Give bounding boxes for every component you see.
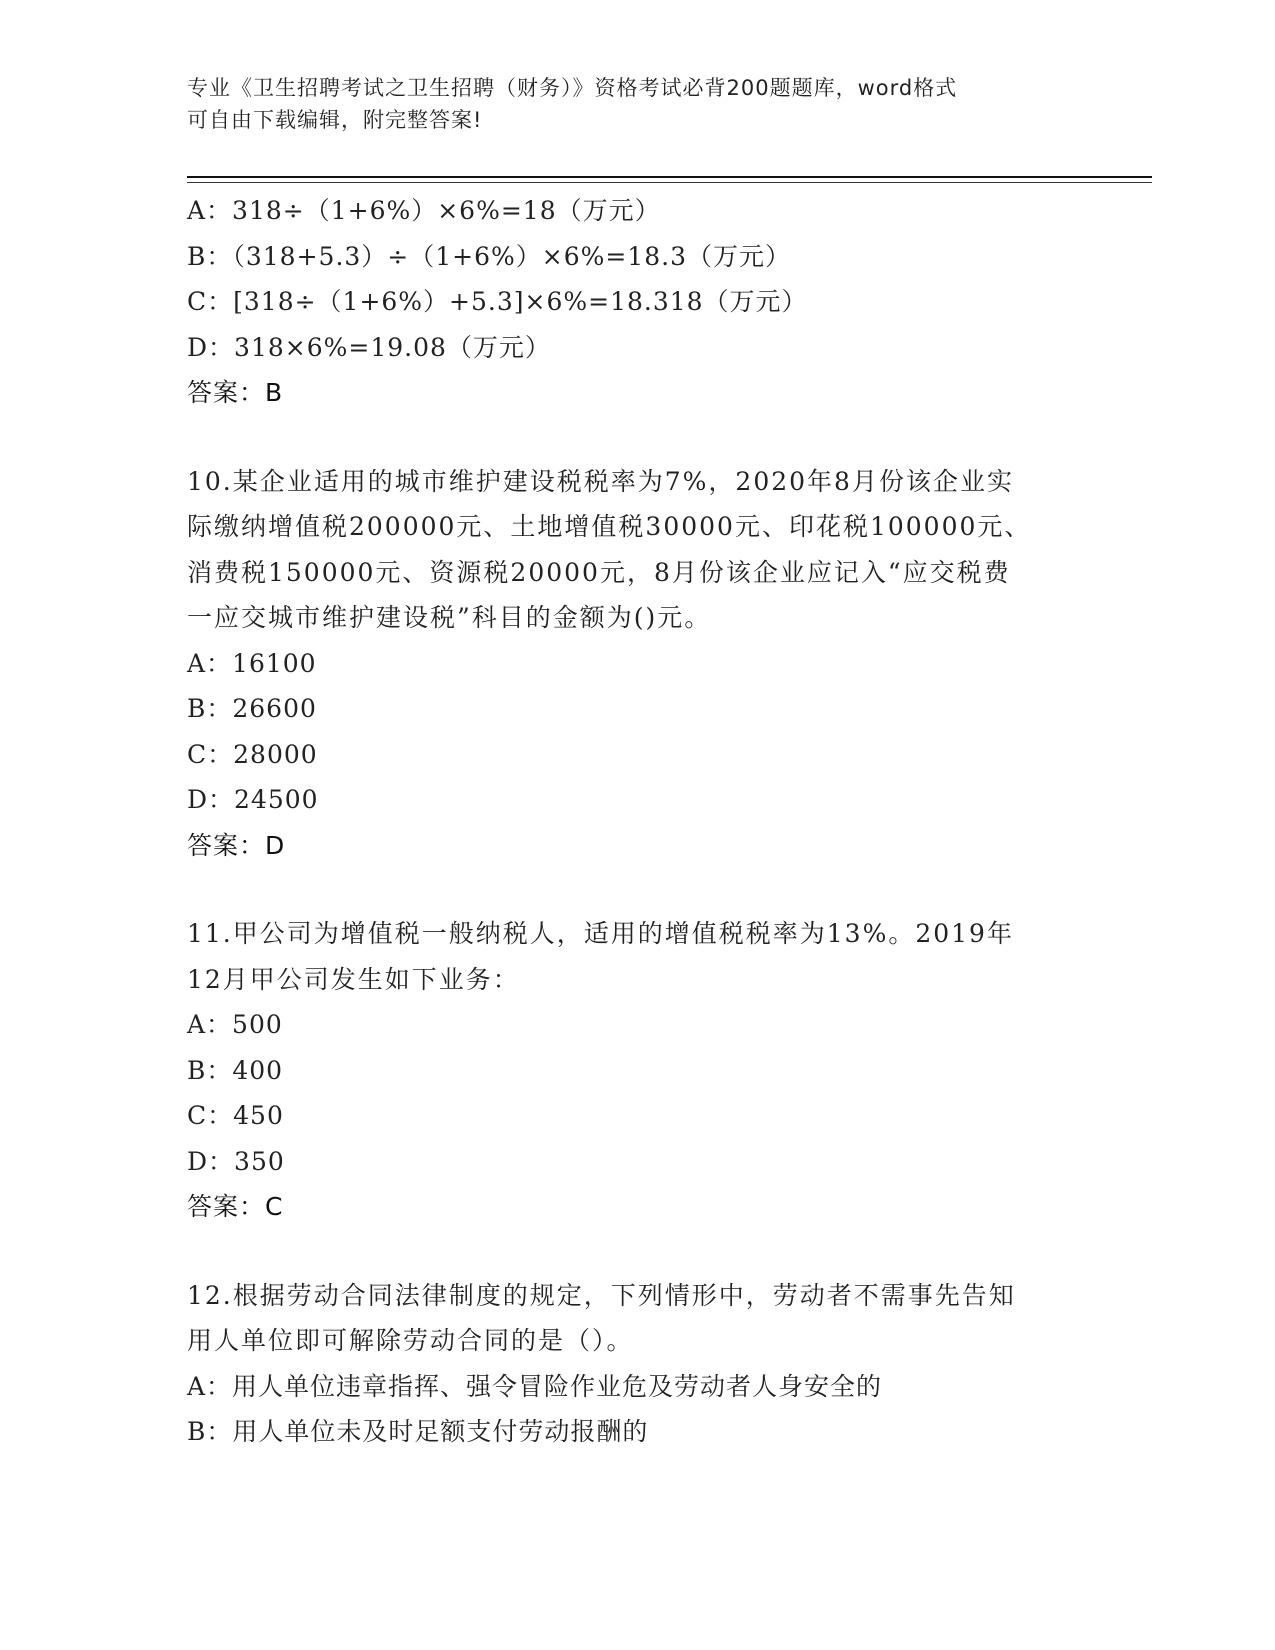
option-a: A：用人单位违章指挥、强令冒险作业危及劳动者人身安全的 (187, 1371, 883, 1401)
question-text-line: 际缴纳增值税200000元、土地增值税30000元、印花税100000元、 (187, 512, 1032, 541)
question-text-line: 12.根据劳动合同法律制度的规定，下列情形中，劳动者不需事先告知 (187, 1280, 1016, 1310)
question-9-options (187, 188, 1087, 416)
header-divider-thin (187, 182, 1152, 183)
answer-label: 答案：B (187, 378, 284, 407)
question-10 (187, 459, 1087, 869)
option-b: B：26600 (187, 694, 317, 723)
question-text-line: 10.某企业适用的城市维护建设税税率为7%，2020年8月份该企业实 (187, 466, 1014, 496)
answer-label: 答案：C (187, 1192, 284, 1221)
option-b: B：（318+5.3）÷（1+6%）×6%=18.3（万元） (187, 241, 791, 271)
question-list (187, 188, 1087, 1455)
option-c: C：[318÷（1+6%）+5.3]×6%=18.318（万元） (187, 287, 808, 316)
option-a: A：318÷（1+6%）×6%=18（万元） (187, 196, 661, 225)
spacer (187, 868, 1087, 911)
option-c: C：450 (187, 1101, 284, 1130)
option-d: D：24500 (187, 785, 319, 814)
question-text-line: 用人单位即可解除劳动合同的是（）。 (187, 1326, 634, 1355)
answer-label: 答案：D (187, 830, 286, 860)
document-header (187, 72, 1067, 136)
question-11 (187, 911, 1087, 1230)
question-text-line: 消费税150000元、资源税20000元，8月份该企业应记入“应交税费 (187, 557, 1011, 587)
header-line-1: 专业《卫生招聘考试之卫生招聘（财务）》资格考试必背200题题库，word格式 (187, 76, 958, 100)
spacer (187, 416, 1087, 459)
header-line-2: 可自由下载编辑，附完整答案! (187, 108, 483, 132)
option-a: A：500 (187, 1010, 283, 1039)
question-12 (187, 1273, 1087, 1455)
option-b: B：400 (187, 1055, 284, 1085)
option-c: C：28000 (187, 739, 318, 769)
spacer (187, 1230, 1087, 1273)
question-text-line: 一应交城市维护建设税”科目的金额为()元。 (187, 603, 712, 632)
question-text-line: 12月甲公司发生如下业务： (187, 964, 520, 994)
option-b: B：用人单位未及时足额支付劳动报酬的 (187, 1417, 649, 1446)
option-d: D：350 (187, 1146, 285, 1176)
option-d: D：318×6%=19.08（万元） (187, 332, 551, 362)
option-a: A：16100 (187, 648, 317, 678)
question-text-line: 11.甲公司为增值税一般纳税人，适用的增值税税率为13%。2019年 (187, 919, 1014, 948)
header-divider-thick (187, 176, 1152, 178)
